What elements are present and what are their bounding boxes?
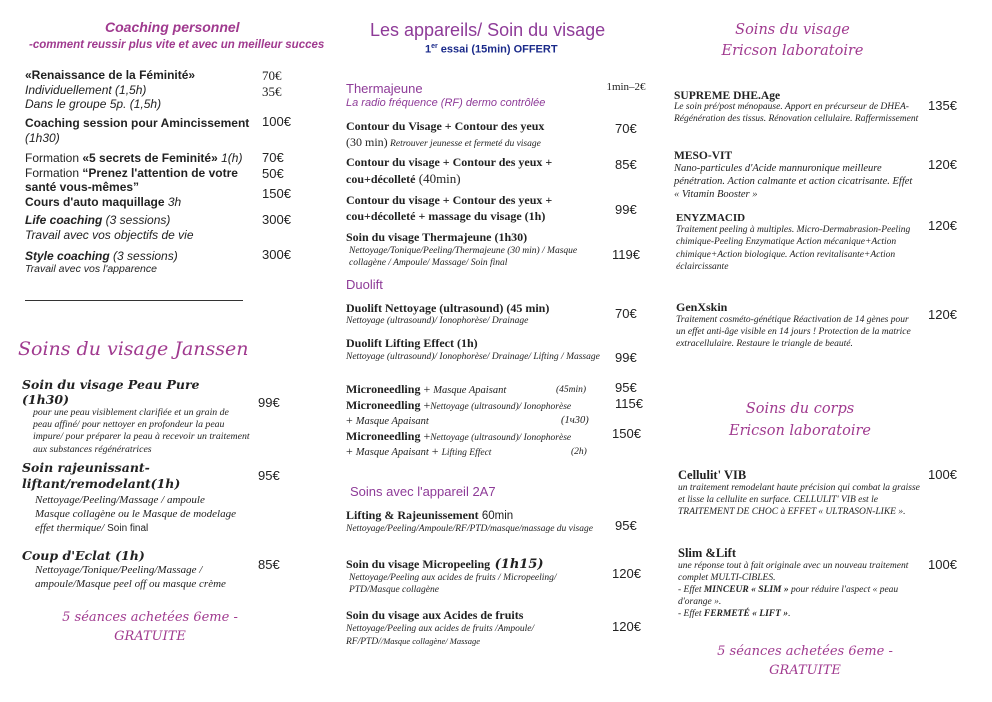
item-desc (346, 623, 596, 650)
ericson-item (674, 90, 919, 126)
item-tail: 60min (478, 510, 514, 522)
offer-banner: 5 séances achetées 6eme - GRATUITE (717, 644, 893, 678)
item-title: Microneedling (346, 428, 421, 443)
item-title: Style coaching (25, 249, 110, 263)
item-desc-text: Nettoyage/Peeling aux acides de fruits /Ampoule/ RF/PTD/ (346, 624, 535, 648)
a2a7-item (346, 608, 596, 650)
item-title: Cours d'auto maquillage (25, 194, 165, 209)
item-title: Coup d'Eclat (1h) (22, 548, 145, 563)
price: 70€ (262, 68, 282, 83)
item-title: MESO-VIT (674, 150, 733, 162)
item-desc: Retrouver jeunesse et fermeté du visage (387, 138, 541, 149)
duolift-item (346, 301, 601, 326)
ericson-visage-title (690, 20, 895, 62)
thermajeune-title: Thermajeune (346, 81, 423, 96)
corps-item (678, 468, 923, 519)
item-tail: 1(h) (217, 151, 243, 165)
item-desc: pour une peau visiblement clarifiée et un grain de peau affiné/ pour nettoyer en profondeur la peau impure/ pour préparer la peau à recevoir un traitement aux substances régénératrices (33, 407, 250, 455)
item-desc: Traitement cosméto-génétique Réactivation de 14 gènes pour un effet anti-âge visible en 14 jours ! Protection de la matrice extracellulaire. Restaure le triangle de beauté. (676, 315, 911, 349)
item-title: Contour du Visage + Contour des yeux (346, 119, 545, 133)
item-desc (22, 493, 237, 536)
item-desc: Nettoyage (ultrasound)/ Ionophorèse/ Drainage/ Lifting / Massage (346, 352, 600, 362)
price: 120€ (928, 307, 957, 322)
price: 300€ (262, 247, 291, 262)
duolift-title: Duolift (346, 277, 383, 292)
price-group (615, 380, 643, 411)
price-group (262, 150, 284, 181)
item-desc: un traitement remodelant haute précision qui combat la graisse et lisse la cellulite en surface. CELLULIT' VIB est le TRAITEMENT DE CHOC à EFFET « ULTRASON-LIKE ». (678, 483, 920, 517)
plus: + (346, 444, 356, 459)
price: 119€ (612, 247, 640, 262)
item-desc: Nano-particules d'Acide mannuronique meilleure pénétration. Action calmante et action cicatrisante. Effet « Vitamin Booster » (674, 163, 913, 201)
item-desc: Nettoyage/Peeling aux acides de fruits / Micropeeling/ PTD/Masque collagène (349, 573, 557, 596)
item-title: Life coaching (25, 213, 103, 227)
item-desc: Lifting Effect (441, 448, 492, 459)
offer-banner: 5 séances achetées 6eme - GRATUITE (62, 610, 238, 644)
price: 120€ (612, 619, 641, 634)
item-desc: une réponse tout à fait originale avec un nouveau traitement complet MULTI-CIBLES. (678, 561, 909, 583)
coaching-item-renaissance (25, 68, 250, 112)
item-line: Travail avec vos objectifs de vie (25, 227, 194, 242)
plus: + (346, 413, 356, 428)
item-title: Duolift Lifting Effect (1h) (346, 336, 478, 350)
item-title: Duolift Nettoyage (ultrasound) (45 min) (346, 301, 550, 315)
item-desc: Nettoyage (ultrasound)/ Ionophorèse/ Drainage (346, 316, 529, 326)
item-line: (30 min) (346, 134, 388, 149)
janssen-item-eclat (22, 548, 250, 592)
price: 95€ (615, 518, 637, 533)
item-title: Soin du visage Thermajeune (1h30) (346, 230, 528, 244)
item-tail: (3 sessions) (102, 213, 171, 227)
item-title: SUPREME DHE.Age (674, 90, 781, 102)
item-desc (678, 585, 923, 609)
item-desc: Nettoyage (ultrasound)/ Ionophorèse (430, 401, 572, 412)
coaching-item-formation (25, 151, 250, 210)
price: 120€ (928, 157, 957, 172)
item-title: Cellulit' VIB (678, 468, 747, 482)
plus: + (420, 382, 434, 396)
title-line: Soins du corps (745, 401, 855, 417)
item-title: Soin du visage aux Acides de fruits (346, 608, 524, 622)
coaching-title: Coaching personnel (105, 19, 240, 35)
item-line: (1h30) (25, 130, 60, 145)
price: 70€ (262, 150, 284, 165)
subtitle-post: essai (15min) OFFERT (437, 43, 558, 56)
desc-text: pour réduire l'aspect « peau d'orange ». (678, 584, 899, 607)
item-duration: (1ч30) (561, 415, 589, 427)
item-desc: Nettoyage/Tonique/Peeling/Massage / ampoule/Masque peel off ou masque crème (35, 564, 226, 591)
item-title: Lifting & Rajeunissement (346, 508, 479, 522)
title-line: Ericson laboratoire (729, 423, 871, 440)
desc-text: - Effet (678, 584, 704, 595)
item-tail: 3h (164, 194, 182, 209)
price: 99€ (258, 395, 280, 410)
item-desc: Nettoyage/Peeling/Ampoule/RF/PTD/masque/massage du visage (346, 524, 593, 534)
price: 35€ (262, 83, 282, 99)
item-duration: (2h) (571, 447, 587, 458)
item-tail: (3 sessions) (109, 249, 178, 263)
price: 99€ (615, 202, 637, 217)
item-desc: Masque Apaisant (355, 447, 429, 459)
subtitle-sup: er (431, 43, 438, 50)
price: 50€ (262, 165, 284, 181)
coaching-item-amincissement (25, 116, 255, 145)
price: 95€ (258, 468, 280, 483)
item-title: ENYZMACID (676, 212, 746, 224)
item-tail: (1h15) (490, 557, 544, 572)
price: 120€ (612, 566, 641, 581)
item-desc-text: Nettoyage/Peeling/Massage / ampoule Masque collagène ou le Masque de modelage effet thermique/ (35, 493, 236, 535)
item-title: Microneedling (346, 382, 421, 396)
appareils-subtitle (425, 43, 558, 56)
item-title: GenXskin (676, 300, 728, 314)
ericson-item (674, 150, 919, 201)
item-line: Dans le groupe 5p. (1,5h) (25, 97, 162, 112)
item-title: Contour du visage + Contour des yeux + cou+décolleté (346, 155, 553, 187)
janssen-item-rajeunissant (22, 460, 237, 535)
item-title: Soin du visage Micropeeling (346, 557, 491, 571)
item-desc: Masque Apaisant (355, 416, 429, 428)
title-line: Ericson laboratoire (721, 43, 864, 60)
thermajeune-unit-price: 1min–2€ (606, 81, 646, 93)
divider (25, 300, 243, 301)
subtitle-pre: 1 (425, 43, 432, 56)
coaching-subtitle: -comment reussir plus vite et avec un meilleur succes (29, 39, 325, 51)
price-group (262, 68, 282, 100)
item-title: «5 secrets de Feminité» (82, 151, 218, 165)
thermajeune-item (346, 230, 596, 270)
a2a7-item (346, 557, 596, 597)
coaching-item-life (25, 213, 255, 242)
desc-text: . (788, 608, 791, 619)
price: 70€ (615, 121, 637, 136)
ericson-item (676, 212, 921, 273)
thermajeune-item: Contour du visage + Contour des yeux + cou+décolleté + massage du visage (1h) (346, 193, 553, 224)
price: 100€ (928, 467, 957, 482)
item-desc (678, 609, 923, 621)
janssen-title: Soins du visage Janssen (18, 338, 249, 360)
price: 95€ (615, 380, 637, 395)
item-desc-tail: Soin final (104, 523, 149, 535)
title-line: Soins du visage (735, 22, 850, 38)
price: 150€ (612, 426, 641, 441)
price: 99€ (615, 350, 637, 365)
ericson-item (676, 300, 916, 351)
plus: + (420, 428, 431, 443)
item-desc: Le soin pré/post ménopause. Apport en précurseur de DHEA- Régénération des tissus. Rénovation cellulaire. Raffermissement (674, 102, 919, 124)
item-desc: Nettoyage/Tonique/Peeling/Thermajeune (30 min) / Masque collagène / Ampoule/ Massage/ Soin final (349, 246, 578, 269)
plus: + (420, 397, 431, 412)
item-title: Microneedling (346, 397, 421, 412)
item-prefix: Formation (25, 165, 83, 180)
item-title: “Prenez l'attention de votre santé vous-mêmes” (25, 165, 238, 195)
janssen-item-peau-pure (22, 377, 250, 456)
item-title: Soin rajeunissant-liftant/remodelant(1h) (22, 460, 181, 492)
item-prefix: Formation (25, 151, 83, 165)
price: 120€ (928, 218, 957, 233)
a2a7-item (346, 508, 596, 535)
plus: + (428, 444, 442, 459)
thermajeune-subtitle: La radio fréquence (RF) dermo contrôlée (346, 97, 546, 109)
item-line: Individuellement (1,5h) (25, 82, 147, 97)
thermajeune-item (346, 154, 586, 188)
a2a7-title: Soins avec l'appareil 2A7 (350, 484, 496, 499)
price: 300€ (262, 212, 291, 227)
ericson-corps-title (700, 398, 900, 443)
coaching-item-style (25, 249, 255, 275)
thermajeune-item (346, 119, 596, 150)
price: 70€ (615, 306, 637, 321)
appareils-title: Les appareils/ Soin du visage (370, 20, 606, 40)
item-title: Coaching session pour Amincissement (25, 116, 250, 130)
item-desc: Nettoyage (ultrasound)/ Ionophorèse (430, 432, 572, 443)
price: 85€ (615, 157, 637, 172)
item-desc: Masque Apaisant (433, 385, 507, 396)
price: 100€ (928, 557, 957, 572)
microneedling-block (346, 382, 596, 460)
desc-bold: MINCEUR « SLIM » (703, 584, 789, 595)
corps-item (678, 546, 923, 620)
item-title: Slim &Lift (678, 546, 736, 560)
price: 115€ (615, 395, 643, 411)
price: 150€ (262, 186, 291, 201)
desc-bold: FERMETÉ « LIFT » (703, 608, 789, 619)
item-title: «Renaissance de la Féminité» (25, 68, 196, 82)
duolift-item (346, 336, 601, 363)
item-line: Travail avec vos l'apparence (25, 263, 157, 275)
desc-text: - Effet (678, 608, 704, 619)
item-duration: (45min) (556, 385, 587, 395)
item-title: Soin du visage Peau Pure (1h30) (22, 377, 200, 407)
price: 135€ (928, 98, 957, 113)
price: 100€ (262, 114, 291, 129)
item-desc: Traitement peeling à multiples. Micro-Dermabrasion-Peeling chimique-Peeling Enzymatique Action mécanique+Action chimique+Action biologique. Action revitalisante+Action éclaircissante (676, 225, 911, 273)
item-desc-tail: /Masque collagène/ Massage (380, 636, 480, 647)
item-tail: (40min) (415, 171, 461, 187)
price: 85€ (258, 557, 280, 572)
